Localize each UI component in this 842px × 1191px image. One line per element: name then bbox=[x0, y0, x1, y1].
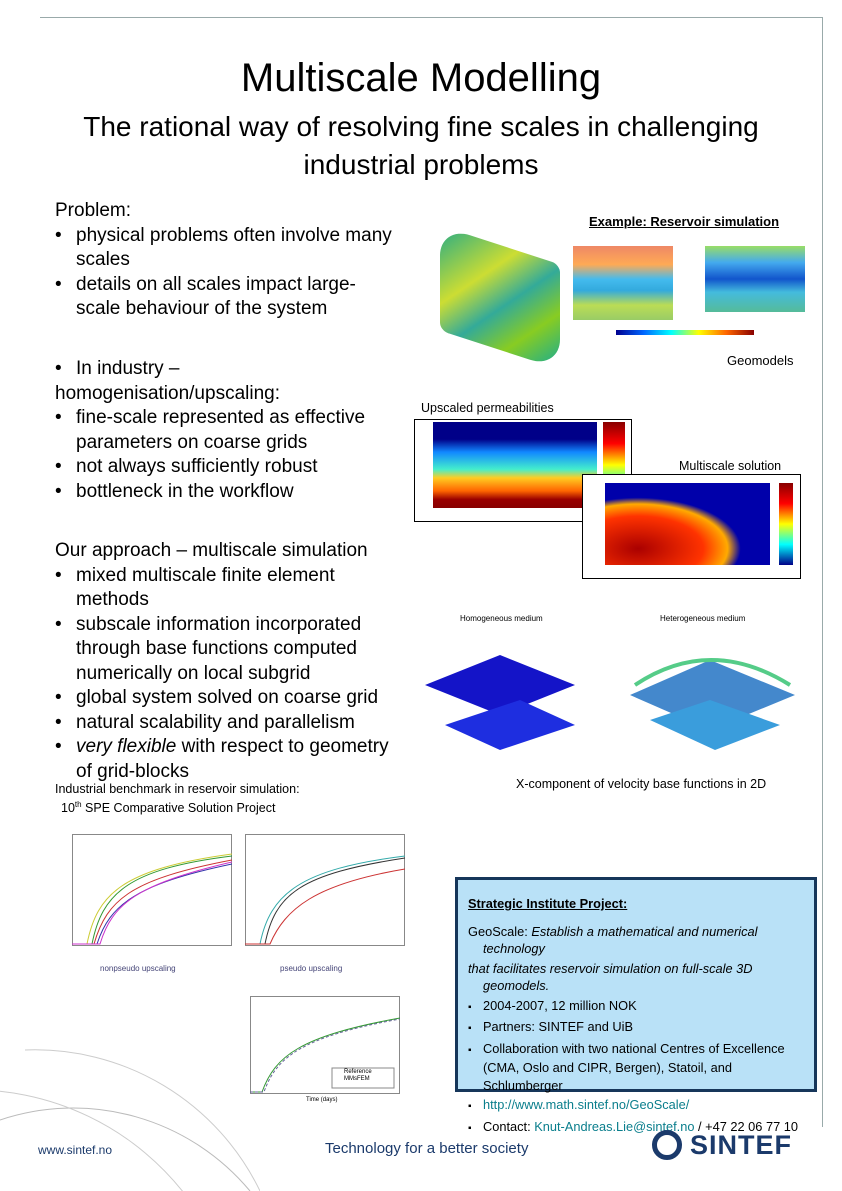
list-item: ▪ 2004-2007, 12 million NOK bbox=[468, 997, 813, 1017]
velocity-caption: X-component of velocity base functions in 2D bbox=[516, 777, 767, 791]
chart-xlabel: Time (days) bbox=[306, 1097, 338, 1103]
contact-email-link[interactable]: Knut-Andreas.Lie@sintef.no bbox=[534, 1118, 695, 1134]
project-heading: Strategic Institute Project: bbox=[468, 896, 628, 911]
list-item: ▪ Contact: Knut-Andreas.Lie@sintef.no / +47 22 06 77 10 bbox=[468, 1118, 813, 1138]
geomodel-3d-image bbox=[440, 226, 560, 370]
benchmark-line2: 10th SPE Comparative Solution Project bbox=[61, 800, 276, 816]
industry-heading: • In industry – homogenisation/upscaling: bbox=[34, 357, 395, 406]
approach-section bbox=[55, 539, 400, 784]
chart-legend: Reference MMsFEM bbox=[344, 1069, 372, 1082]
list-item: • not always sufficiently robust bbox=[55, 455, 395, 480]
decorative-arcs bbox=[0, 1000, 260, 1191]
page-subtitle: The rational way of resolving fine scales in challenging industrial problems bbox=[83, 111, 759, 180]
multiscale-solution-plot bbox=[582, 474, 801, 579]
sintef-logo: SINTEF bbox=[690, 1130, 793, 1160]
list-item: • global system solved on coarse grid bbox=[55, 686, 400, 711]
list-item: • natural scalability and parallelism bbox=[55, 711, 400, 736]
geomodel-block-image bbox=[573, 246, 673, 320]
list-item bbox=[468, 1096, 813, 1116]
project-intro: GeoScale: Establish a mathematical and numerical technology bbox=[468, 923, 758, 956]
frame-line bbox=[822, 17, 823, 1127]
mmsfem-comparison-chart bbox=[250, 996, 400, 1094]
nonpseudo-upscaling-chart bbox=[72, 834, 232, 946]
problem-heading: Problem: bbox=[55, 200, 132, 221]
project-intro-2: that facilitates reservoir simulation on full-scale 3D geomodels. bbox=[468, 960, 753, 993]
frame-line bbox=[40, 17, 822, 18]
footer-website: www.sintef.no bbox=[38, 1143, 113, 1157]
benchmark-line1: Industrial benchmark in reservoir simulation: bbox=[55, 782, 300, 796]
footer-tagline: Technology for a better society bbox=[325, 1140, 529, 1157]
list-item: • details on all scales impact large-scale behaviour of the system bbox=[55, 273, 395, 322]
homogeneous-label: Homogeneous medium bbox=[460, 614, 543, 623]
list-item: • fine-scale represented as effective parameters on coarse grids bbox=[55, 406, 395, 455]
industry-section bbox=[55, 357, 395, 504]
geomodel-block-image bbox=[705, 246, 805, 312]
sintef-logo-icon bbox=[652, 1130, 682, 1160]
pseudo-upscaling-chart bbox=[245, 834, 405, 946]
colorbar bbox=[616, 330, 754, 335]
heterogeneous-label: Heterogeneous medium bbox=[660, 614, 746, 623]
list-item: ▪ Partners: SINTEF and UiB bbox=[468, 1018, 813, 1038]
problem-section bbox=[55, 199, 395, 322]
example-heading: Example: Reservoir simulation bbox=[589, 214, 780, 229]
project-info-text bbox=[468, 895, 813, 1139]
upscaled-label: Upscaled permeabilities bbox=[421, 401, 554, 415]
approach-heading: Our approach – multiscale simulation bbox=[55, 540, 368, 561]
project-url-link[interactable]: http://www.math.sintef.no/GeoScale/ bbox=[483, 1097, 690, 1112]
nonpseudo-label: nonpseudo upscaling bbox=[100, 964, 176, 973]
list-item: • bottleneck in the workflow bbox=[55, 480, 395, 505]
pseudo-label: pseudo upscaling bbox=[280, 964, 343, 973]
list-item: • physical problems often involve many scales bbox=[55, 224, 395, 273]
list-item: • mixed multiscale finite element methods bbox=[55, 564, 400, 613]
geomodels-label: Geomodels bbox=[727, 353, 794, 368]
multiscale-label: Multiscale solution bbox=[679, 459, 782, 473]
list-item: • subscale information incorporated through base functions computed numerically on local subgrid bbox=[55, 613, 400, 687]
list-item: ▪ Collaboration with two national Centres of Excellence (CMA, Oslo and CIPR, Bergen), Statoil, and Schlumberger bbox=[468, 1040, 813, 1095]
list-item: • very flexible with respect to geometry of grid-blocks bbox=[55, 735, 400, 784]
velocity-basis-images bbox=[420, 640, 810, 765]
page-title: Multiscale Modelling bbox=[240, 56, 602, 100]
